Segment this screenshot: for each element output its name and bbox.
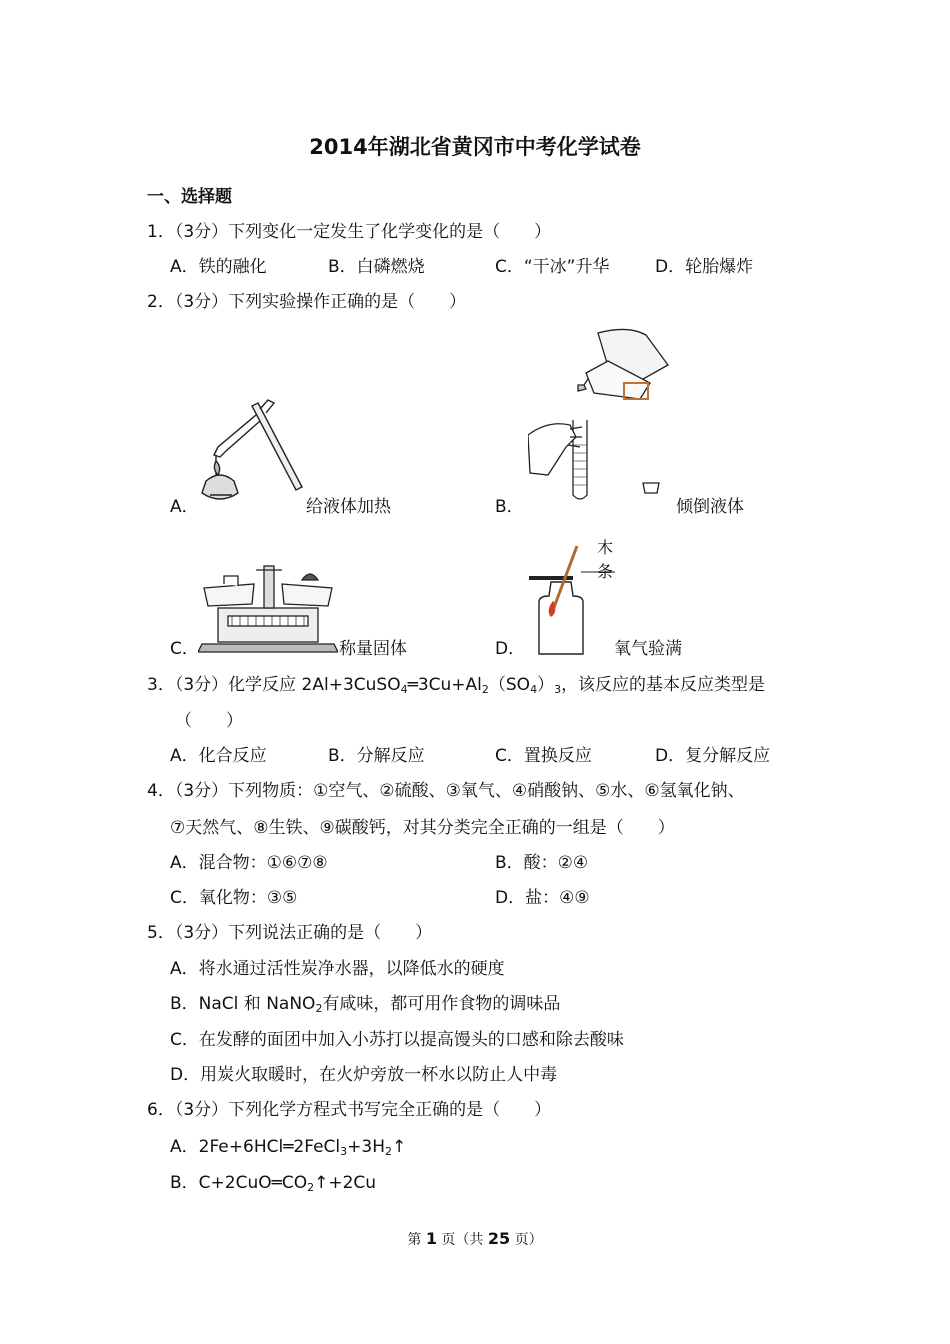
heating-liquid-figure bbox=[198, 395, 310, 510]
q5-option-c: C．在发酵的面团中加入小苏打以提高馒头的口感和除去酸味 bbox=[170, 1030, 624, 1050]
q4-stem-line1: 4．（3分）下列物质：①空气、②硫酸、③氧气、④硝酸钠、⑤水、⑥氢氧化钠、 bbox=[147, 781, 745, 801]
section-heading: 一、选择题 bbox=[147, 187, 232, 207]
q3-option-c: C．置换反应 bbox=[495, 746, 592, 766]
q2-caption-a: 给液体加热 bbox=[306, 497, 391, 517]
q6-option-b-part: B．C+2CuO═CO bbox=[170, 1173, 308, 1193]
q5-option-b-sub: 2 bbox=[315, 1002, 323, 1015]
page-footer bbox=[0, 1231, 950, 1247]
q4-option-b: B．酸：②④ bbox=[495, 853, 589, 873]
q1-option-d: D．轮胎爆炸 bbox=[655, 257, 754, 277]
q1-option-c: C．“干冰”升华 bbox=[495, 257, 610, 277]
q2-letter-d: D． bbox=[495, 639, 526, 659]
q3-stem-part: ） bbox=[537, 675, 555, 695]
q5-option-a: A．将水通过活性炭净水器，以降低水的硬度 bbox=[170, 959, 505, 979]
q4-option-c: C．氧化物：③⑤ bbox=[170, 888, 298, 908]
pouring-liquid-figure bbox=[528, 325, 673, 505]
q6-option-b-sub: 2 bbox=[307, 1181, 315, 1194]
footer-prefix: 第 bbox=[407, 1232, 426, 1248]
q3-sub: 4 bbox=[530, 683, 538, 696]
q3-sub: 4 bbox=[400, 683, 408, 696]
q6-option-a-sub: 3 bbox=[340, 1145, 348, 1158]
q1-option-a: A．铁的融化 bbox=[170, 257, 267, 277]
q3-sub: 3 bbox=[554, 683, 562, 696]
page-number: 1 bbox=[425, 1229, 437, 1248]
q2-letter-c: C． bbox=[170, 639, 199, 659]
q3-option-b: B．分解反应 bbox=[328, 746, 425, 766]
q2-caption-b: 倾倒液体 bbox=[676, 497, 744, 517]
q5-stem: 5．（3分）下列说法正确的是（ ） bbox=[147, 923, 433, 943]
q3-option-a: A．化合反应 bbox=[170, 746, 267, 766]
q3-stem-part: ，该反应的基本反应类型是 bbox=[561, 675, 766, 695]
footer-middle: 页（共 bbox=[436, 1232, 488, 1248]
q4-stem-line2: ⑦天然气、⑧生铁、⑨碳酸钙，对其分类完全正确的一组是（ ） bbox=[170, 818, 675, 838]
q3-stem-part: （SO bbox=[488, 675, 531, 695]
q2-caption-d: 氧气验满 bbox=[614, 639, 682, 659]
q4-option-d: D．盐：④⑨ bbox=[495, 888, 590, 908]
q3-stem bbox=[147, 677, 765, 695]
q6-option-b bbox=[170, 1175, 376, 1193]
q4-option-a: A．混合物：①⑥⑦⑧ bbox=[170, 853, 328, 873]
q3-stem-continued: （ ） bbox=[175, 711, 243, 731]
footer-suffix: 页） bbox=[510, 1232, 543, 1248]
q6-option-a-part: ↑ bbox=[392, 1137, 407, 1157]
q1-stem: 1．（3分）下列变化一定发生了化学变化的是（ ） bbox=[147, 222, 552, 242]
q2-letter-a: A． bbox=[170, 497, 199, 517]
q3-option-d: D．复分解反应 bbox=[655, 746, 771, 766]
q3-sub: 2 bbox=[481, 683, 489, 696]
q6-option-a-part: A．2Fe+6HCl═2FeCl bbox=[170, 1137, 341, 1157]
q6-stem: 6．（3分）下列化学方程式书写完全正确的是（ ） bbox=[147, 1100, 552, 1120]
q2-stem: 2．（3分）下列实验操作正确的是（ ） bbox=[147, 292, 467, 312]
q5-option-b bbox=[170, 996, 560, 1014]
q6-option-a-part: +3H bbox=[347, 1137, 385, 1157]
q5-option-d: D．用炭火取暖时，在火炉旁放一杯水以防止人中毒 bbox=[170, 1065, 558, 1085]
q1-option-b: B．白磷燃烧 bbox=[328, 257, 425, 277]
exam-title: 2014年湖北省黄冈市中考化学试卷 bbox=[309, 135, 641, 159]
q5-option-b-part: B．NaCl 和 NaNO bbox=[170, 994, 316, 1014]
q6-option-a bbox=[170, 1139, 406, 1157]
q3-stem-part: 3．（3分）化学反应 2Al+3CuSO bbox=[147, 675, 401, 695]
weighing-solid-figure bbox=[198, 558, 338, 656]
q5-option-b-part: 有咸味，都可用作食物的调味品 bbox=[322, 994, 561, 1014]
q6-option-b-part: ↑+2Cu bbox=[314, 1173, 377, 1193]
wood-label-1: 木 bbox=[597, 538, 614, 557]
q2-letter-b: B． bbox=[495, 497, 524, 517]
q2-caption-c: 称量固体 bbox=[339, 639, 407, 659]
q6-option-a-sub: 2 bbox=[385, 1145, 392, 1158]
total-pages: 25 bbox=[487, 1229, 511, 1248]
q3-stem-part: ═3Cu+Al bbox=[407, 675, 482, 695]
wood-label-2: 条 bbox=[597, 562, 614, 581]
